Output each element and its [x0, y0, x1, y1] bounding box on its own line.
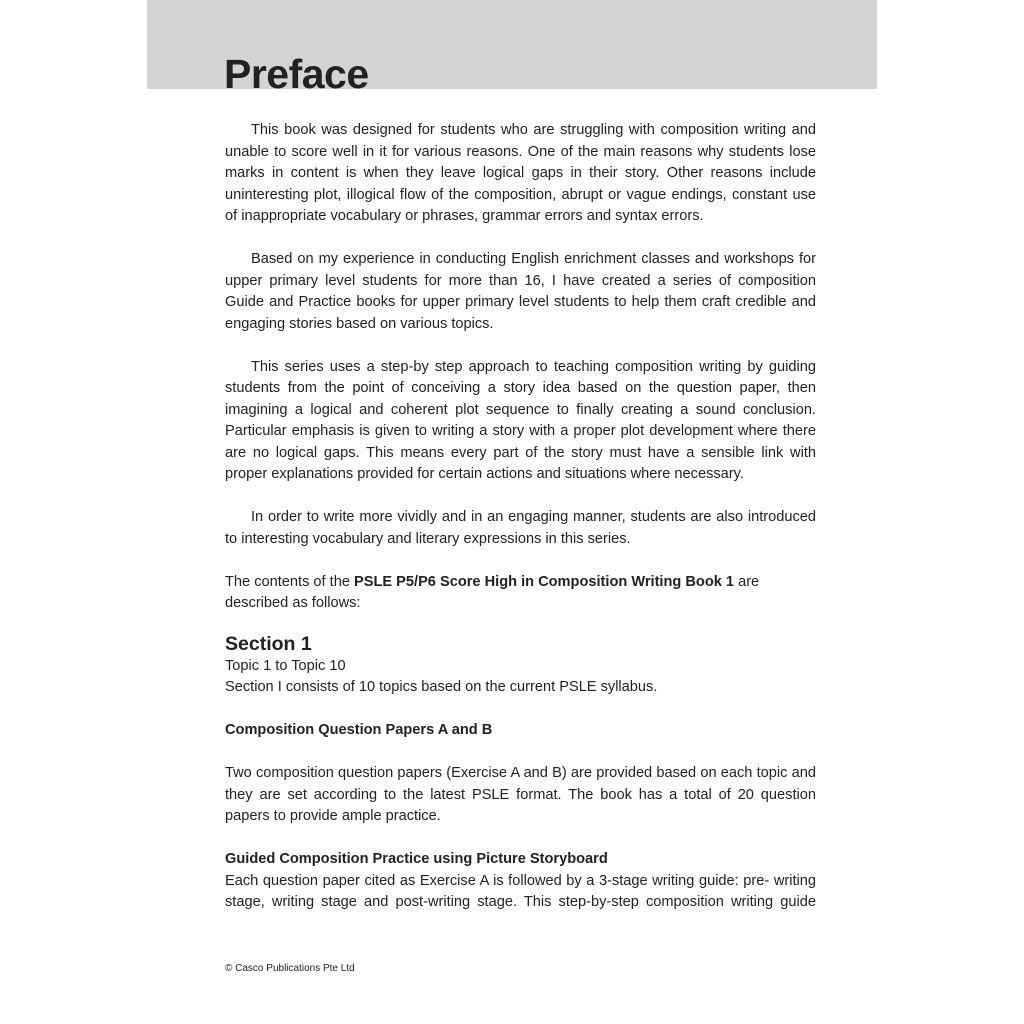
paragraph-2: Based on my experience in conducting English enrichment classes and workshops for upper primary level students for more than 16, I have created a series of composition Guide and Practice books for upper primary level students to help them craft credible and engaging stories based on various topics. [225, 251, 816, 332]
copyright-footer: © Casco Publications Pte Ltd [225, 963, 355, 974]
guided-practice-heading: Guided Composition Practice using Picture Storyboard [225, 851, 608, 867]
section-topics: Topic 1 to Topic 10 [225, 657, 346, 674]
body-text [225, 120, 816, 914]
page-title: Preface [224, 51, 369, 97]
paragraph-1: This book was designed for students who are struggling with composition writing and unable to score well in it for various reasons. One of the main reasons why students lose marks in content is when they leave logical gaps in their story. Other reasons include uninteresting plot, illogical flow of the composition, abrupt or vague endings, constant use of inappropriate vocabulary or phrases, grammar errors and syntax errors. [225, 122, 816, 224]
contents-intro-after: are described as follows: [225, 573, 760, 611]
paragraph-4: In order to write more vividly and in an engaging manner, students are also introduced to interesting vocabulary and literary expressions in this series. [225, 509, 816, 547]
book-title: PSLE P5/P6 Score High in Composition Writing Book 1 [354, 573, 735, 590]
guided-practice-text: Each question paper cited as Exercise A is followed by a 3-stage writing guide: pre- writing stage, writing stage and post-writing stage. This step-by-step composition writing guide [225, 872, 816, 910]
paragraph-3: This series uses a step-by step approach to teaching composition writing by guiding students from the point of conceiving a story idea based on the question paper, then imagining a logical and coherent plot sequence to finally creating a sound conclusion. Particular emphasis is given to writing a story with a proper plot development where there are no logical gaps. This means every part of the story must have a sensible link with proper explanations provided for certain actions and situations where necessary. [225, 358, 816, 482]
contents-intro-before: The contents of the [225, 573, 354, 590]
section-heading: Section 1 [225, 632, 312, 655]
question-papers-text: Two composition question papers (Exercise A and B) are provided based on each topic and they are set according to the latest PSLE format. The book has a total of 20 question papers to provide ample practice. [225, 765, 816, 824]
question-papers-heading: Composition Question Papers A and B [225, 722, 493, 738]
section-description: Section I consists of 10 topics based on the current PSLE syllabus. [225, 679, 658, 695]
contents-intro [225, 572, 816, 615]
